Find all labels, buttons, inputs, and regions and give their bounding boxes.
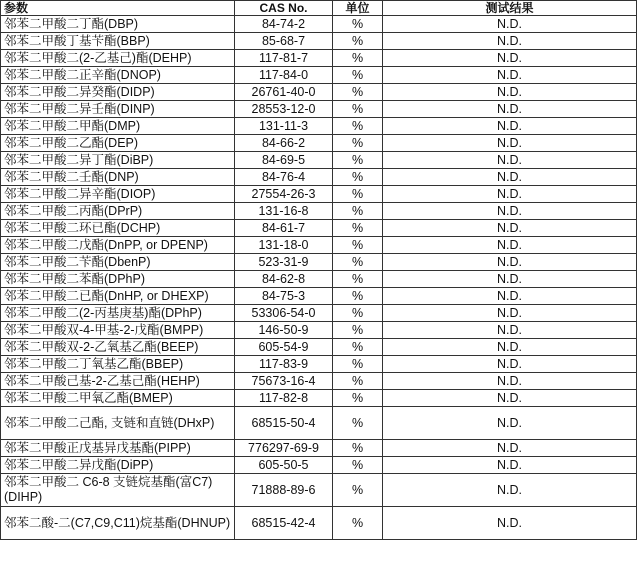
cell-cas-number: 117-84-0 xyxy=(235,67,333,84)
table-row xyxy=(1,237,637,254)
cell-parameter: 邻苯二甲酸二环已酯(DCHP) xyxy=(1,220,235,237)
cell-cas-number: 28553-12-0 xyxy=(235,101,333,118)
cell-parameter: 邻苯二甲酸二乙酯(DEP) xyxy=(1,135,235,152)
cell-cas-number: 523-31-9 xyxy=(235,254,333,271)
cell-result: N.D. xyxy=(383,440,637,457)
cell-parameter: 邻苯二甲酸二己酯, 支链和直链(DHxP) xyxy=(1,407,235,440)
cell-cas-number: 75673-16-4 xyxy=(235,373,333,390)
cell-result: N.D. xyxy=(383,84,637,101)
cell-unit: % xyxy=(333,474,383,507)
cell-result: N.D. xyxy=(383,305,637,322)
table-row xyxy=(1,203,637,220)
table-row xyxy=(1,101,637,118)
cell-unit: % xyxy=(333,186,383,203)
cell-unit: % xyxy=(333,118,383,135)
table-row xyxy=(1,254,637,271)
cell-parameter: 邻苯二甲酸二丙酯(DPrP) xyxy=(1,203,235,220)
cell-unit: % xyxy=(333,322,383,339)
cell-result: N.D. xyxy=(383,474,637,507)
cell-cas-number: 146-50-9 xyxy=(235,322,333,339)
cell-unit: % xyxy=(333,373,383,390)
cell-cas-number: 85-68-7 xyxy=(235,33,333,50)
cell-cas-number: 117-81-7 xyxy=(235,50,333,67)
cell-result: N.D. xyxy=(383,186,637,203)
cell-parameter: 邻苯二甲酸二壬酯(DNP) xyxy=(1,169,235,186)
cell-cas-number: 117-83-9 xyxy=(235,356,333,373)
cell-unit: % xyxy=(333,407,383,440)
cell-unit: % xyxy=(333,440,383,457)
table-row xyxy=(1,271,637,288)
cell-unit: % xyxy=(333,254,383,271)
table-row xyxy=(1,305,637,322)
table-row xyxy=(1,407,637,440)
cell-parameter: 邻苯二甲酸二(2-丙基庚基)酯(DPhP) xyxy=(1,305,235,322)
cell-result: N.D. xyxy=(383,288,637,305)
cell-result: N.D. xyxy=(383,356,637,373)
cell-unit: % xyxy=(333,67,383,84)
cell-cas-number: 26761-40-0 xyxy=(235,84,333,101)
cell-cas-number: 131-18-0 xyxy=(235,237,333,254)
table-row xyxy=(1,84,637,101)
header-cas: CAS No. xyxy=(235,1,333,16)
cell-unit: % xyxy=(333,50,383,67)
cell-parameter: 邻苯二甲酸二(2-乙基己)酯(DEHP) xyxy=(1,50,235,67)
cell-parameter: 邻苯二甲酸二 C6-8 支链烷基酯(富C7) (DIHP) xyxy=(1,474,235,507)
cell-cas-number: 776297-69-9 xyxy=(235,440,333,457)
cell-parameter: 邻苯二甲酸双-4-甲基-2-戊酯(BMPP) xyxy=(1,322,235,339)
table-row xyxy=(1,33,637,50)
cell-parameter: 邻苯二甲酸二苯酯(DPhP) xyxy=(1,271,235,288)
cell-parameter: 邻苯二甲酸双-2-乙氧基乙酯(BEEP) xyxy=(1,339,235,356)
table-row xyxy=(1,288,637,305)
cell-cas-number: 84-61-7 xyxy=(235,220,333,237)
table-row xyxy=(1,169,637,186)
cell-unit: % xyxy=(333,305,383,322)
cell-parameter: 邻苯二甲酸二正辛酯(DNOP) xyxy=(1,67,235,84)
cell-parameter: 邻苯二甲酸二甲氧乙酯(BMEP) xyxy=(1,390,235,407)
cell-result: N.D. xyxy=(383,390,637,407)
cell-cas-number: 84-75-3 xyxy=(235,288,333,305)
cell-parameter: 邻苯二甲酸二异壬酯(DINP) xyxy=(1,101,235,118)
table-row xyxy=(1,356,637,373)
cell-result: N.D. xyxy=(383,118,637,135)
cell-cas-number: 27554-26-3 xyxy=(235,186,333,203)
cell-parameter: 邻苯二甲酸二苄酯(DbenP) xyxy=(1,254,235,271)
cell-unit: % xyxy=(333,220,383,237)
cell-result: N.D. xyxy=(383,237,637,254)
header-unit: 单位 xyxy=(333,1,383,16)
cell-unit: % xyxy=(333,169,383,186)
cell-result: N.D. xyxy=(383,254,637,271)
table-row xyxy=(1,118,637,135)
cell-unit: % xyxy=(333,288,383,305)
table-row xyxy=(1,339,637,356)
cell-result: N.D. xyxy=(383,407,637,440)
cell-result: N.D. xyxy=(383,373,637,390)
header-row xyxy=(1,1,637,16)
table-row xyxy=(1,135,637,152)
table-row xyxy=(1,16,637,33)
table-row xyxy=(1,152,637,169)
cell-cas-number: 84-66-2 xyxy=(235,135,333,152)
cell-cas-number: 84-76-4 xyxy=(235,169,333,186)
table-row xyxy=(1,50,637,67)
cell-unit: % xyxy=(333,507,383,540)
cell-parameter: 邻苯二甲酸二甲酯(DMP) xyxy=(1,118,235,135)
cell-cas-number: 71888-89-6 xyxy=(235,474,333,507)
cell-result: N.D. xyxy=(383,322,637,339)
cell-cas-number: 605-54-9 xyxy=(235,339,333,356)
cell-result: N.D. xyxy=(383,152,637,169)
cell-unit: % xyxy=(333,152,383,169)
cell-result: N.D. xyxy=(383,203,637,220)
cell-parameter: 邻苯二甲酸二异辛酯(DIOP) xyxy=(1,186,235,203)
cell-cas-number: 84-69-5 xyxy=(235,152,333,169)
table-row xyxy=(1,322,637,339)
cell-result: N.D. xyxy=(383,135,637,152)
cell-cas-number: 53306-54-0 xyxy=(235,305,333,322)
cell-parameter: 邻苯二甲酸正戊基异戊基酯(PIPP) xyxy=(1,440,235,457)
cell-result: N.D. xyxy=(383,271,637,288)
cell-unit: % xyxy=(333,16,383,33)
table-row xyxy=(1,186,637,203)
cell-cas-number: 117-82-8 xyxy=(235,390,333,407)
cell-result: N.D. xyxy=(383,507,637,540)
cell-parameter: 邻苯二甲酸二丁酯(DBP) xyxy=(1,16,235,33)
table-row xyxy=(1,474,637,507)
header-result: 测试结果 xyxy=(383,1,637,16)
table-row xyxy=(1,220,637,237)
cell-cas-number: 84-74-2 xyxy=(235,16,333,33)
cell-cas-number: 605-50-5 xyxy=(235,457,333,474)
cell-unit: % xyxy=(333,271,383,288)
cell-parameter: 邻苯二甲酸二戊酯(DnPP, or DPENP) xyxy=(1,237,235,254)
cell-cas-number: 131-16-8 xyxy=(235,203,333,220)
cell-unit: % xyxy=(333,203,383,220)
cell-parameter: 邻苯二甲酸丁基苄酯(BBP) xyxy=(1,33,235,50)
cell-unit: % xyxy=(333,356,383,373)
cell-unit: % xyxy=(333,84,383,101)
header-param: 参数 xyxy=(1,1,235,16)
table-row xyxy=(1,507,637,540)
cell-cas-number: 68515-50-4 xyxy=(235,407,333,440)
table-row xyxy=(1,440,637,457)
cell-result: N.D. xyxy=(383,16,637,33)
cell-parameter: 邻苯二甲酸二异戊酯(DiPP) xyxy=(1,457,235,474)
cell-parameter: 邻苯二酸-二(C7,C9,C11)烷基酯(DHNUP) xyxy=(1,507,235,540)
cell-result: N.D. xyxy=(383,339,637,356)
cell-parameter: 邻苯二甲酸二异丁酯(DiBP) xyxy=(1,152,235,169)
cell-cas-number: 131-11-3 xyxy=(235,118,333,135)
cell-unit: % xyxy=(333,339,383,356)
cell-result: N.D. xyxy=(383,457,637,474)
cell-cas-number: 84-62-8 xyxy=(235,271,333,288)
cell-result: N.D. xyxy=(383,101,637,118)
cell-unit: % xyxy=(333,457,383,474)
table-row xyxy=(1,373,637,390)
table-body xyxy=(1,16,637,540)
cell-result: N.D. xyxy=(383,67,637,84)
cell-parameter: 邻苯二甲酸己基-2-乙基己酯(HEHP) xyxy=(1,373,235,390)
cell-unit: % xyxy=(333,390,383,407)
cell-unit: % xyxy=(333,135,383,152)
cell-parameter: 邻苯二甲酸二丁氧基乙酯(BBEP) xyxy=(1,356,235,373)
cell-parameter: 邻苯二甲酸二异癸酯(DIDP) xyxy=(1,84,235,101)
cell-cas-number: 68515-42-4 xyxy=(235,507,333,540)
cell-result: N.D. xyxy=(383,50,637,67)
cell-unit: % xyxy=(333,237,383,254)
table-row xyxy=(1,457,637,474)
cell-result: N.D. xyxy=(383,33,637,50)
table-row xyxy=(1,67,637,84)
cell-result: N.D. xyxy=(383,169,637,186)
cell-unit: % xyxy=(333,101,383,118)
cell-result: N.D. xyxy=(383,220,637,237)
cell-parameter: 邻苯二甲酸二已酯(DnHP, or DHEXP) xyxy=(1,288,235,305)
table-row xyxy=(1,390,637,407)
cell-unit: % xyxy=(333,33,383,50)
